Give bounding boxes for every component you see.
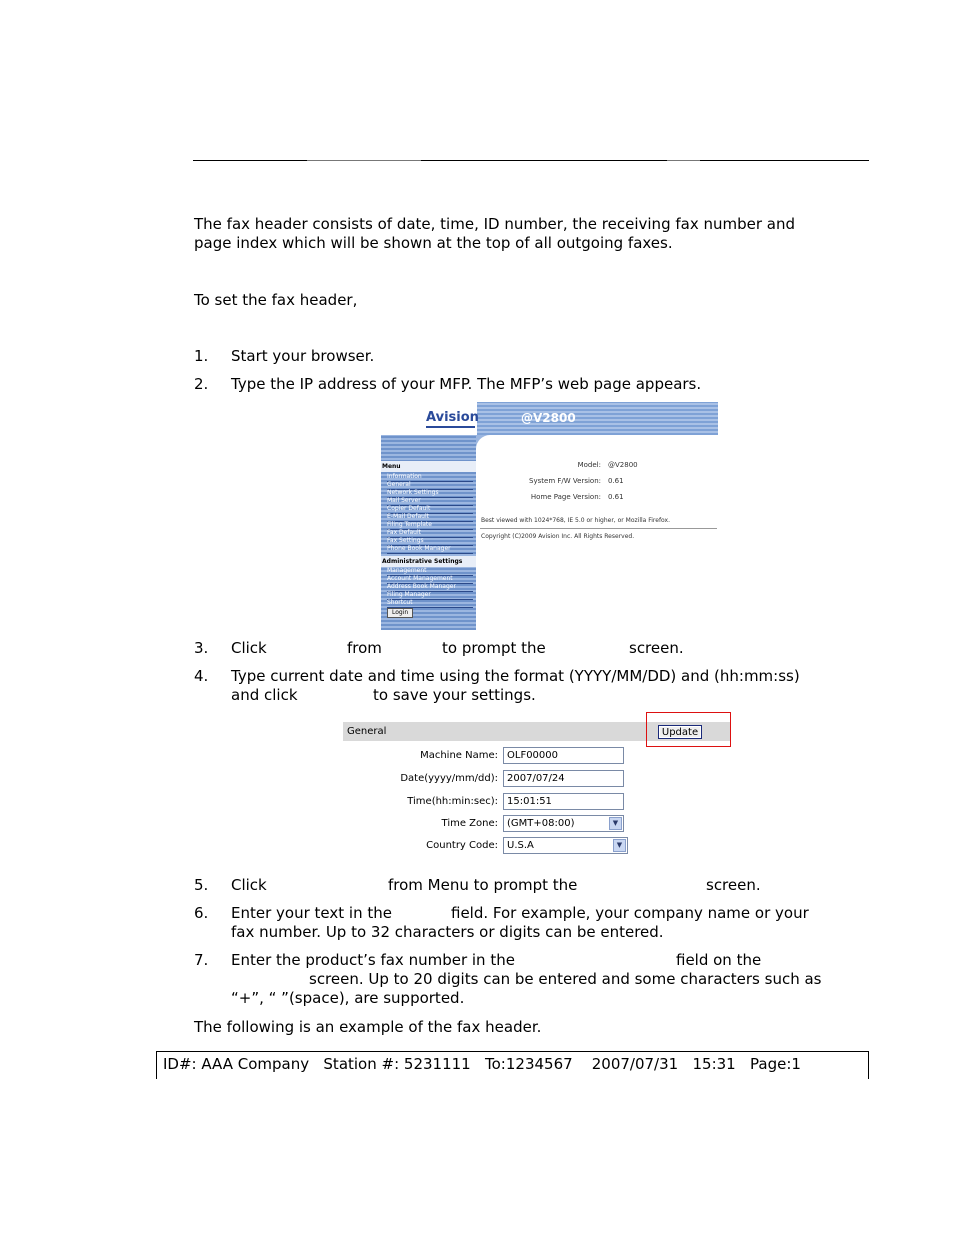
time-input[interactable]: 15:01:51 xyxy=(503,793,624,810)
step-5-part: screen. xyxy=(706,876,761,894)
web-menu-item[interactable]: Phone Book Manager xyxy=(387,545,473,554)
header-rule xyxy=(193,160,869,161)
step-number: 1. xyxy=(194,347,209,365)
step-4-part: and click xyxy=(231,686,298,704)
copyright-note: Copyright (C)2009 Avision Inc. All Rights Reserved. xyxy=(481,533,635,540)
intro-line-1: The fax header consists of date, time, ID number, the receiving fax number and xyxy=(194,215,796,233)
avision-logo: Avision xyxy=(426,410,479,425)
web-menu-item[interactable]: Fax Default xyxy=(387,529,473,538)
time-label: Time(hh:min:sec): xyxy=(407,796,498,807)
web-model-title: @V2800 xyxy=(521,411,576,425)
chevron-down-icon[interactable]: ▼ xyxy=(613,839,626,852)
web-menu-item[interactable]: Network Settings xyxy=(387,489,473,498)
chevron-down-icon[interactable]: ▼ xyxy=(609,817,622,830)
login-button[interactable]: Login xyxy=(387,608,413,618)
highlight-box xyxy=(646,712,731,747)
machine-name-label: Machine Name: xyxy=(420,750,498,761)
timezone-label: Time Zone: xyxy=(441,818,498,829)
web-separator xyxy=(480,528,717,529)
update-button[interactable]: Update xyxy=(658,725,702,739)
step-number: 3. xyxy=(194,639,209,657)
timezone-value: (GMT+08:00) xyxy=(507,818,575,829)
timezone-select[interactable] xyxy=(503,815,624,832)
step-3-part: screen. xyxy=(629,639,684,657)
header-rule-segment xyxy=(307,160,421,161)
web-admin-heading: Administrative Settings xyxy=(381,556,476,567)
step-6-line-2: fax number. Up to 32 characters or digits can be entered. xyxy=(231,923,664,941)
web-menu-item[interactable]: Fax Settings xyxy=(387,537,473,546)
step-4-line-1: Type current date and time using the format (YYYY/MM/DD) and (hh:mm:ss) xyxy=(231,667,800,685)
fw-version-value: 0.61 xyxy=(608,477,624,485)
step-3-part: Click xyxy=(231,639,267,657)
intro-line-2: page index which will be shown at the top of all outgoing faxes. xyxy=(194,234,673,252)
step-5-part: from Menu to prompt the xyxy=(388,876,578,894)
web-admin-item[interactable]: Management xyxy=(387,567,473,576)
lead-text: To set the fax header, xyxy=(194,291,358,309)
step-6-part: field. For example, your company name or your xyxy=(451,904,809,922)
step-6-part: Enter your text in the xyxy=(231,904,392,922)
web-menu-item[interactable]: Filing Template xyxy=(387,521,473,530)
web-menu-item[interactable]: E-Mail Default xyxy=(387,513,473,522)
best-viewed-note: Best viewed with 1024*768, IE 5.0 or higher, or Mozilla Firefox. xyxy=(481,517,670,524)
step-number: 2. xyxy=(194,375,209,393)
step-3-part: to prompt the xyxy=(442,639,546,657)
general-title: General xyxy=(347,726,387,737)
step-number: 4. xyxy=(194,667,209,685)
header-rule-segment xyxy=(667,160,700,161)
web-menu-item[interactable]: Copier Default xyxy=(387,505,473,514)
step-7-part: field on the xyxy=(676,951,762,969)
step-number: 6. xyxy=(194,904,209,922)
web-admin-item[interactable]: Address Book Manager xyxy=(387,583,473,592)
hp-version-label: Home Page Version: xyxy=(530,493,601,501)
web-admin-item[interactable]: Account Management xyxy=(387,575,473,584)
fax-header-example: ID#: AAA Company Station #: 5231111 To:1234567 2007/07/31 15:31 Page:1 xyxy=(163,1055,801,1073)
model-value: @V2800 xyxy=(608,461,638,469)
step-1-text: Start your browser. xyxy=(231,347,375,365)
hp-version-value: 0.61 xyxy=(608,493,624,501)
step-5-part: Click xyxy=(231,876,267,894)
web-admin-item[interactable]: Filing Manager xyxy=(387,591,473,600)
web-admin-item[interactable]: Shortcut xyxy=(387,599,473,608)
step-3-part: from xyxy=(347,639,382,657)
fw-version-label: System F/W Version: xyxy=(529,477,601,485)
step-7-part: screen. Up to 20 digits can be entered and some characters such as xyxy=(309,970,822,988)
web-menu-item[interactable]: General xyxy=(387,481,473,490)
date-input[interactable]: 2007/07/24 xyxy=(503,770,624,787)
country-code-label: Country Code: xyxy=(426,840,498,851)
step-number: 5. xyxy=(194,876,209,894)
web-menu-item[interactable]: Mail Server xyxy=(387,497,473,506)
date-label: Date(yyyy/mm/dd): xyxy=(400,773,498,784)
web-menu-heading: Menu xyxy=(381,461,476,472)
example-intro: The following is an example of the fax header. xyxy=(194,1018,542,1036)
logo-underline xyxy=(426,426,475,428)
step-number: 7. xyxy=(194,951,209,969)
web-page-screenshot xyxy=(381,402,718,630)
country-code-select[interactable] xyxy=(503,837,628,854)
step-2-text: Type the IP address of your MFP. The MFP’s web page appears. xyxy=(231,375,702,393)
step-4-part: to save your settings. xyxy=(373,686,536,704)
general-settings-screenshot xyxy=(343,712,733,857)
model-label: Model: xyxy=(577,461,601,469)
step-7-part: Enter the product’s fax number in the xyxy=(231,951,515,969)
machine-name-input[interactable]: OLF00000 xyxy=(503,747,624,764)
step-7-line-3: “+”, “ ”(space), are supported. xyxy=(231,989,465,1007)
country-code-value: U.S.A xyxy=(507,840,534,851)
web-menu-item[interactable]: Information xyxy=(387,473,473,482)
